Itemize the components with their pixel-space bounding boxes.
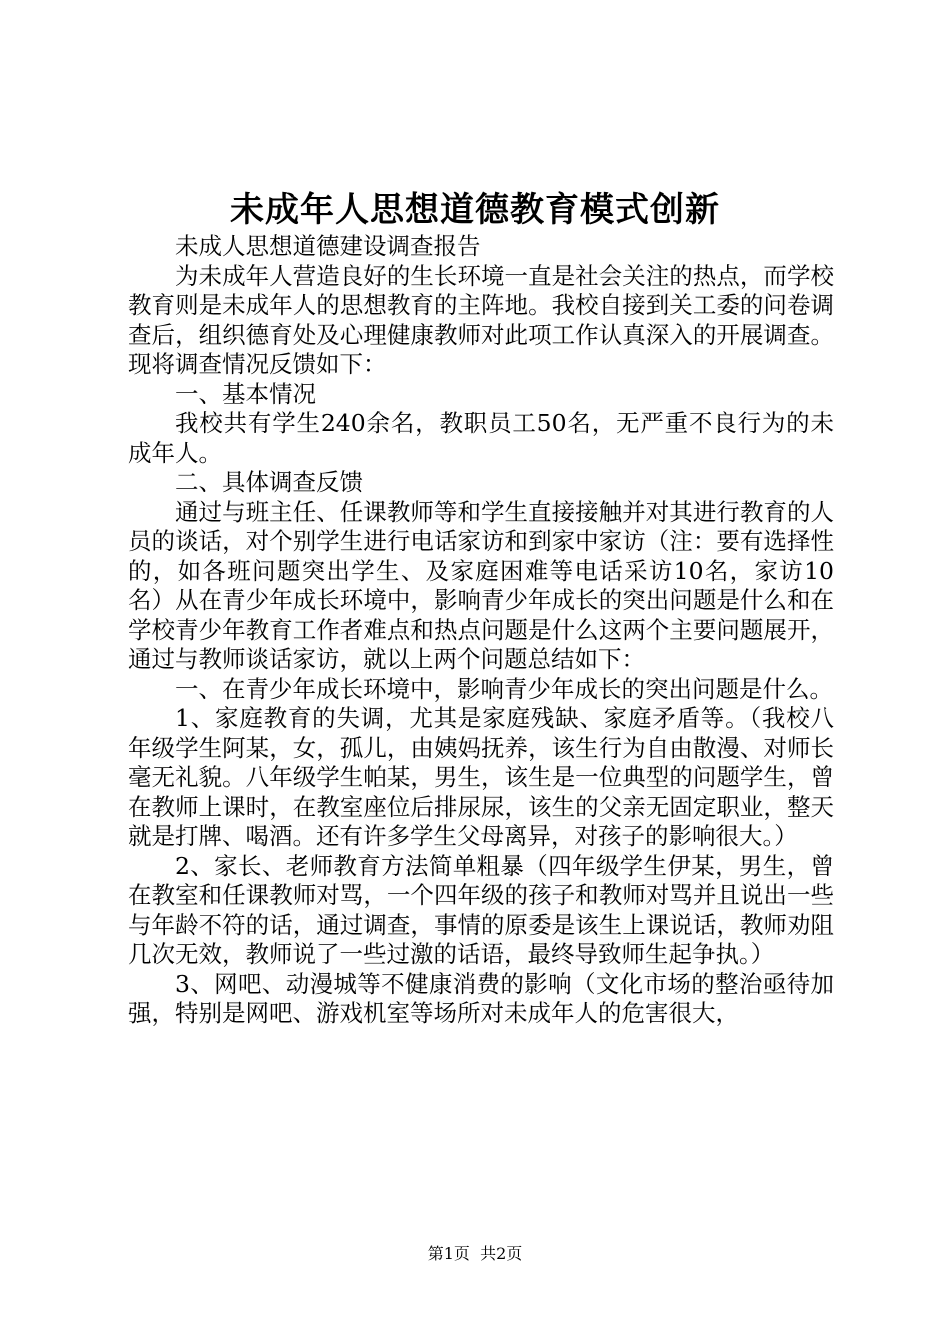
feedback-paragraph: 通过与班主任、任课教师等和学生直接接触并对其进行教育的人员的谈话，对个别学生进行电话家访和到家中家访（注：要有选择性的，如各班问题突出学生、及家庭困难等电话采访10名，家访10名）从在青少年成长环境中，影响青少年成长的突出问题是什么和在学校青少年教育工作者难点和热点问题是什么这两个主要问题展开，通过与教师谈话家访，就以上两个问题总结如下： [128,497,834,673]
page-footer [0,1243,950,1265]
page-total: 共2页 [480,1244,523,1263]
document-title: 未成年人思想道德教育模式创新 [230,190,720,230]
page-number: 第1页 [427,1244,470,1263]
point-three-paragraph: 3、网吧、动漫城等不健康消费的影响（文化市场的整治亟待加强，特别是网吧、游戏机室等场所对未成年人的危害很大， [128,969,834,1027]
report-subtitle: 未成人思想道德建设调查报告 [175,232,481,260]
point-one-paragraph: 1、家庭教育的失调，尤其是家庭残缺、家庭矛盾等。（我校八年级学生阿某，女，孤儿，由姨妈抚养，该生行为自由散漫、对师长毫无礼貌。八年级学生帕某，男生，该生是一位典型的问题学生，曾在教师上课时，在教室座位后排尿尿，该生的父亲无固定职业，整天就是打牌、喝酒。还有许多学生父母离异，对孩子的影响很大。） [128,704,834,850]
document-body [128,232,834,1029]
intro-paragraph: 为未成年人营造良好的生长环境一直是社会关注的热点，而学校教育则是未成年人的思想教育的主阵地。我校自接到关工委的问卷调查后，组织德育处及心理健康教师对此项工作认真深入的开展调查。现将调查情况反馈如下： [128,261,834,378]
basic-info-paragraph: 我校共有学生240余名，教职员工50名，无严重不良行为的未成年人。 [128,409,834,467]
section-heading-basic-info: 一、基本情况 [175,379,316,408]
question-heading-one: 一、在青少年成长环境中，影响青少年成长的突出问题是什么。 [175,674,833,703]
section-heading-feedback: 二、具体调查反馈 [175,468,363,496]
point-two-paragraph: 2、家长、老师教育方法简单粗暴（四年级学生伊某，男生，曾在教室和任课教师对骂，一个四年级的孩子和教师对骂并且说出一些与年龄不符的话，通过调查，事情的原委是该生上课说话，教师劝阻几次无效，教师说了一些过激的话语，最终导致师生起争执。） [128,851,834,968]
